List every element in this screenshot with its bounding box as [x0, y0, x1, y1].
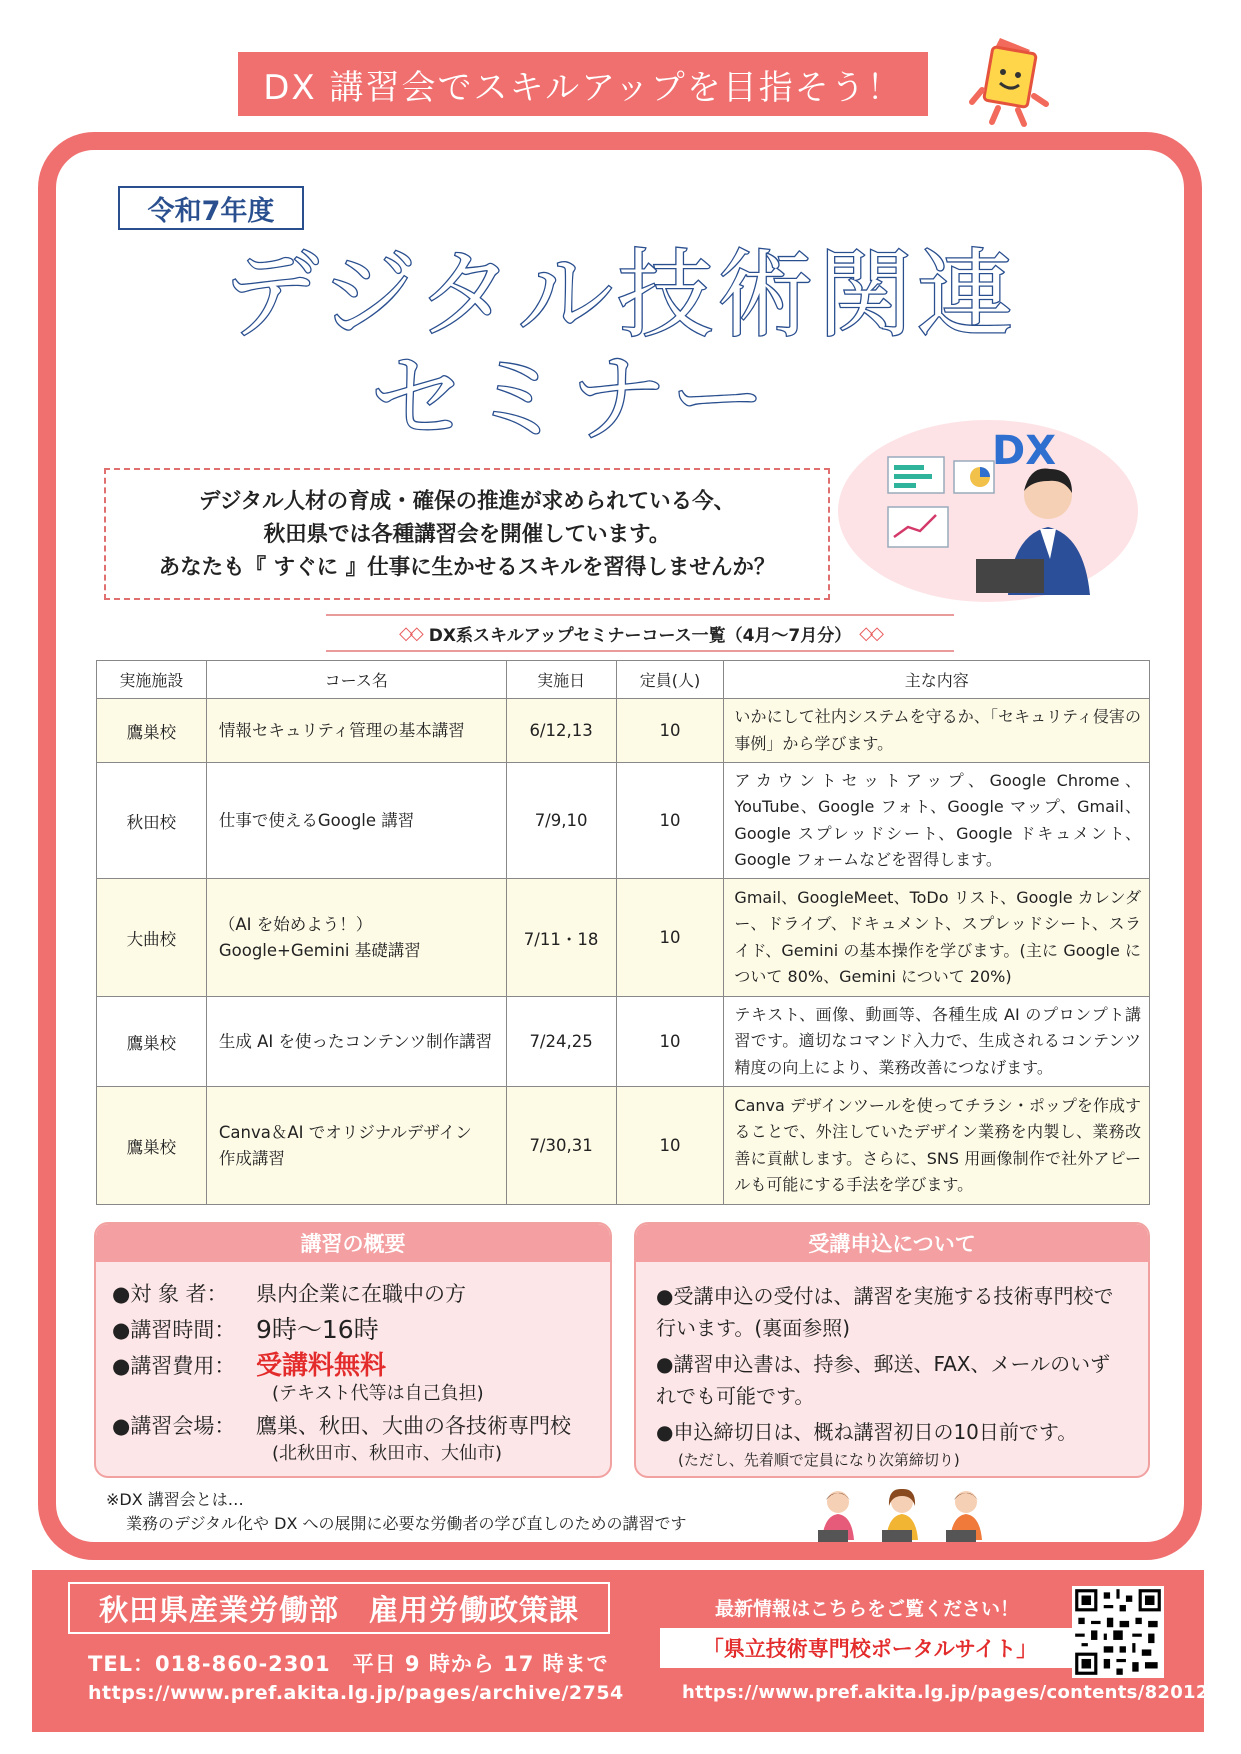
table-header: 主な内容: [724, 661, 1150, 699]
table-header-row: [97, 661, 1150, 699]
course-list-title: ◇◇ DX系スキルアップセミナーコース一覧（4月～7月分） ◇◇: [326, 614, 954, 652]
top-banner: DX 講習会でスキルアップを目指そう！: [238, 52, 928, 116]
portal-url-link[interactable]: https://www.pref.akita.lg.jp/pages/contents/82012: [682, 1682, 1209, 1703]
fee-row: ●講習費用： 受講料無料: [112, 1348, 594, 1384]
application-title: 受講申込について: [636, 1224, 1148, 1262]
fiscal-year-label: 令和7年度: [118, 186, 304, 230]
venue-note: (北秋田市、秋田市、大仙市): [272, 1443, 503, 1464]
target-row: ●対 象 者： 県内企業に在職中の方: [112, 1282, 466, 1306]
table-header: 実施日: [506, 661, 616, 699]
diamond-icon: ◇◇: [859, 622, 881, 644]
date-cell: 7/11・18: [506, 879, 616, 997]
diamond-icon: ◇◇: [399, 622, 421, 644]
contact-tel: TEL：018-860-2301 平日 9 時から 17 時まで: [88, 1652, 609, 1676]
course-cell: （AI を始めよう！） Google+Gemini 基礎講習: [206, 879, 506, 997]
dx-footnote: ※DX 講習会とは… 業務のデジタル化や DX への展開に必要な労働者の学び直しのための講習です: [106, 1490, 687, 1533]
table-row: [97, 997, 1150, 1087]
venue-row: ●講習会場： 鷹巣、秋田、大曲の各技術専門校: [112, 1414, 571, 1438]
content-cell: テキスト、画像、動画等、各種生成 AI のプロンプト講習です。適切なコマンド入力で、生成されるコンテンツ精度の向上により、業務改善につなげます。: [724, 997, 1150, 1087]
application-item: ●受講申込の受付は、講習を実施する技術専門校で行います。(裏面参照): [656, 1284, 1114, 1340]
table-header: 定員(人): [616, 661, 724, 699]
table-row: [97, 699, 1150, 763]
dx-label: DX: [992, 428, 1057, 474]
date-cell: 7/24,25: [506, 997, 616, 1087]
application-panel: [634, 1222, 1150, 1478]
latest-info-text: 最新情報はこちらをご覧ください！: [714, 1598, 1019, 1620]
intro-line: デジタル人材の育成・確保の推進が求められている今、: [198, 488, 736, 514]
table-row: [97, 763, 1150, 879]
organization-name: 秋田県産業労働部 雇用労働政策課: [68, 1582, 610, 1634]
department-url-link[interactable]: https://www.pref.akita.lg.jp/pages/archive/2754: [88, 1682, 624, 1704]
content-cell: Gmail、GoogleMeet、ToDo リスト、Google カレンダー、ドライブ、ドキュメント、スプレッドシート、スライド、Gemini の基本操作を学びます。(主に Google について 80%、Gemini について 20%): [724, 879, 1150, 997]
table-row: [97, 1087, 1150, 1205]
intro-line: 秋田県では各種講習会を開催しています。: [263, 521, 671, 547]
table-row: [97, 879, 1150, 997]
capacity-cell: 10: [616, 997, 724, 1087]
capacity-cell: 10: [616, 1087, 724, 1205]
date-cell: 7/30,31: [506, 1087, 616, 1205]
application-note: (ただし、先着順で定員になり次第締切り): [678, 1451, 960, 1469]
facility-cell: 大曲校: [97, 879, 207, 997]
facility-cell: 秋田校: [97, 763, 207, 879]
footer: [32, 1570, 1209, 1732]
date-cell: 6/12,13: [506, 699, 616, 763]
application-item: ●申込締切日は、概ね講習初日の10日前です。: [656, 1420, 1078, 1444]
course-cell: Canva＆AI でオリジナルデザイン 作成講習: [206, 1087, 506, 1205]
capacity-cell: 10: [616, 699, 724, 763]
table-header: コース名: [206, 661, 506, 699]
free-fee-label: 受講料無料: [256, 1351, 387, 1381]
content-cell: アカウントセットアップ、Google Chrome、YouTube、Google フォト、Google マップ、Gmail、Google スプレッドシート、Google ドキュメント、Google フォームなどを習得します。: [724, 763, 1150, 879]
overview-title: 講習の概要: [96, 1224, 610, 1262]
facility-cell: 鷹巣校: [97, 997, 207, 1087]
date-cell: 7/9,10: [506, 763, 616, 879]
overview-panel: [94, 1222, 612, 1478]
course-cell: 仕事で使えるGoogle 講習: [206, 763, 506, 879]
dx-illustration-graphic-icon: [880, 455, 1100, 595]
content-cell: いかにして社内システムを守るか、「セキュリティ侵害の事例」から学びます。: [724, 699, 1150, 763]
capacity-cell: 10: [616, 763, 724, 879]
pencil-mascot-icon: [960, 30, 1060, 130]
qr-code-icon[interactable]: [1072, 1586, 1164, 1678]
intro-line: あなたも『 すぐに 』仕事に生かせるスキルを習得しませんか？: [158, 554, 776, 580]
title-line-1: デジタル技術関連: [222, 239, 1018, 351]
facility-cell: 鷹巣校: [97, 1087, 207, 1205]
title-line-2: セミナー: [370, 343, 770, 455]
course-cell: 生成 AI を使ったコンテンツ制作講習: [206, 997, 506, 1087]
portal-site-link[interactable]: 「県立技術専門校ポータルサイト」: [660, 1628, 1080, 1668]
intro-box: [104, 468, 830, 600]
table-header: 実施施設: [97, 661, 207, 699]
facility-cell: 鷹巣校: [97, 699, 207, 763]
content-cell: Canva デザインツールを使ってチラシ・ポップを作成することで、外注していたデザイン業務を内製し、業務改善に貢献します。さらに、SNS 用画像制作で社外アピールも可能にする手法を学びます。: [724, 1087, 1150, 1205]
capacity-cell: 10: [616, 879, 724, 997]
time-row: ●講習時間： 9時～16時: [112, 1315, 379, 1344]
application-item: ●講習申込書は、持参、郵送、FAX、メールのいずれでも可能です。: [656, 1352, 1111, 1408]
people-illustration-icon: [810, 1484, 998, 1544]
fee-note: (テキスト代等は自己負担): [272, 1383, 484, 1404]
course-cell: 情報セキュリティ管理の基本講習: [206, 699, 506, 763]
course-table: [96, 660, 1150, 1205]
